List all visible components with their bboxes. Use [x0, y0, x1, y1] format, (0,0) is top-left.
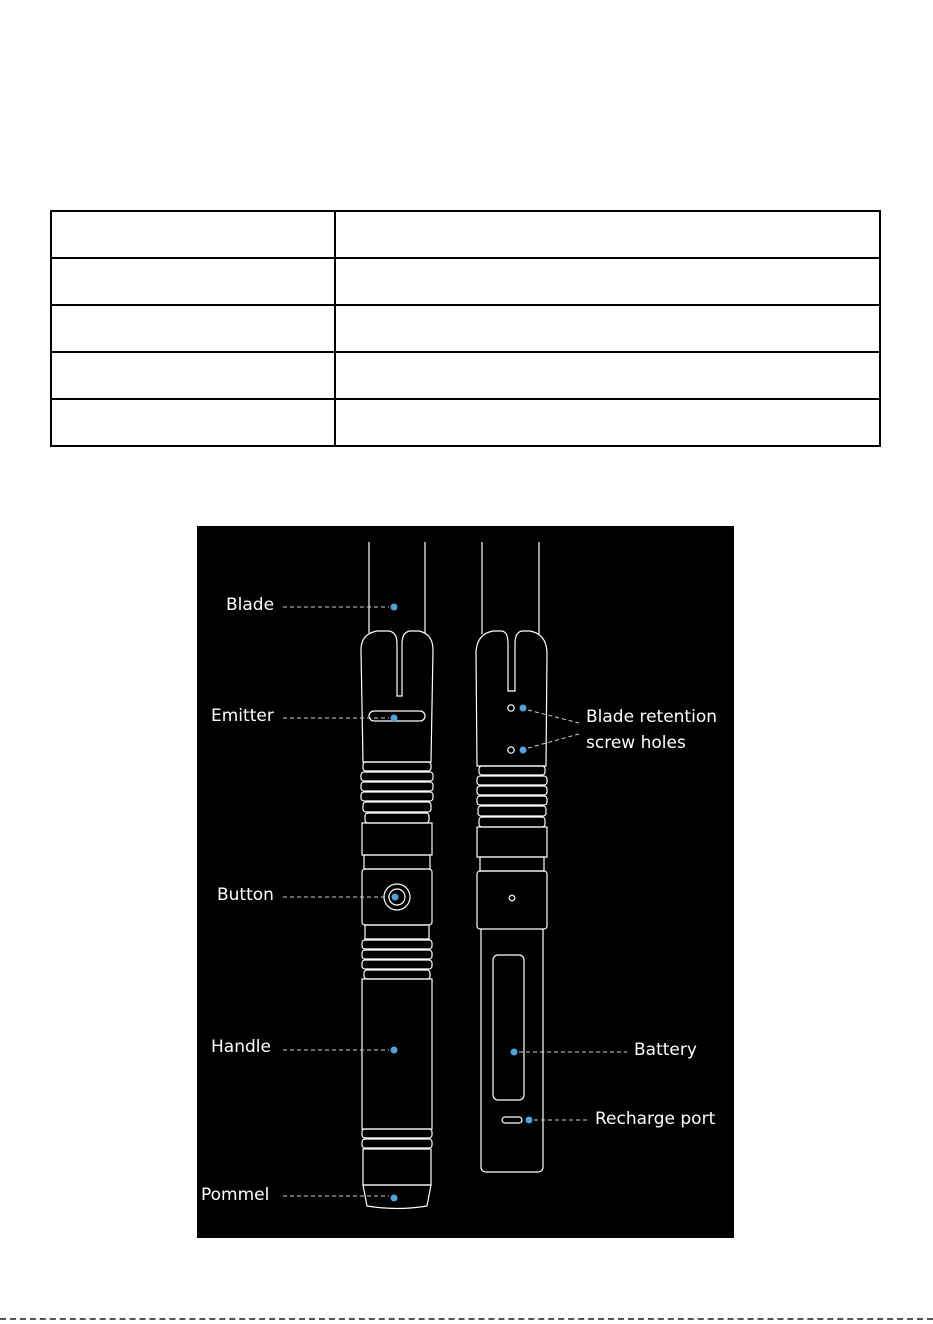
- hilt-side-view: [476, 542, 547, 1172]
- grip-ring: [362, 940, 432, 949]
- marker-dot: [520, 705, 527, 712]
- battery-window: [493, 955, 524, 1100]
- table-cell-value: [335, 399, 880, 446]
- table-row: [51, 399, 880, 446]
- grip-ring: [361, 772, 433, 781]
- table-cell-label: [51, 399, 335, 446]
- recharge-port-slot: [502, 1117, 522, 1123]
- label-recharge-port: Recharge port: [595, 1109, 716, 1129]
- collar-neck: [480, 857, 544, 871]
- label-screw-holes: screw holes: [586, 733, 686, 753]
- marker-dots: [391, 604, 533, 1202]
- grip-ring: [362, 950, 432, 959]
- grip-ring: [479, 766, 545, 775]
- label-blade-retention: Blade retention: [586, 707, 717, 727]
- grip-ring: [363, 802, 431, 812]
- table-row: [51, 258, 880, 305]
- grip-ring: [365, 813, 429, 823]
- hilt-front-view: [361, 542, 433, 1209]
- screw-hole: [508, 705, 514, 711]
- leader-lines: [283, 607, 627, 1196]
- table-cell-label: [51, 258, 335, 305]
- grip-ring: [363, 762, 431, 771]
- lightsaber-drawing: [197, 526, 734, 1238]
- table-row: [51, 352, 880, 399]
- footer-divider: [0, 1318, 933, 1320]
- screw-hole: [508, 747, 514, 753]
- label-emitter: Emitter: [211, 706, 274, 726]
- leader-line: [528, 734, 579, 748]
- grip-ring: [365, 925, 429, 939]
- collar: [362, 823, 432, 855]
- marker-dot: [391, 1195, 398, 1202]
- grip-ring: [361, 792, 433, 801]
- lightsaber-diagram: [197, 526, 734, 1238]
- table-cell-label: [51, 211, 335, 258]
- table-row: [51, 211, 880, 258]
- spec-table: [50, 210, 881, 447]
- grip-ring: [477, 786, 547, 795]
- marker-dot: [391, 715, 398, 722]
- table-cell-label: [51, 305, 335, 352]
- grip-ring: [479, 817, 545, 827]
- label-blade: Blade: [226, 595, 275, 615]
- table-cell-value: [335, 305, 880, 352]
- grip-ring: [364, 970, 430, 979]
- leader-line: [528, 710, 579, 723]
- grip-ring: [477, 776, 547, 785]
- collar-neck: [364, 855, 430, 869]
- grip-ring: [362, 960, 432, 969]
- marker-dot: [526, 1117, 533, 1124]
- table-cell-value: [335, 211, 880, 258]
- button-side-dot: [509, 895, 515, 901]
- marker-dot: [391, 604, 398, 611]
- emitter-shroud: [361, 631, 433, 762]
- label-handle: Handle: [211, 1037, 271, 1057]
- table-cell-value: [335, 258, 880, 305]
- grip-ring: [362, 1129, 432, 1138]
- collar: [477, 827, 547, 857]
- label-pommel: Pommel: [201, 1185, 270, 1205]
- grip-ring: [478, 806, 546, 816]
- grip-ring: [362, 1139, 432, 1148]
- label-battery: Battery: [634, 1040, 697, 1060]
- table-cell-label: [51, 352, 335, 399]
- handle-body: [362, 979, 432, 1129]
- label-button: Button: [217, 885, 274, 905]
- table-row: [51, 305, 880, 352]
- marker-dot: [511, 1049, 518, 1056]
- button-housing: [477, 871, 547, 929]
- marker-dot: [391, 1047, 398, 1054]
- marker-dot: [520, 747, 527, 754]
- pommel-body: [363, 1149, 431, 1185]
- marker-dot: [392, 894, 399, 901]
- grip-ring: [361, 782, 433, 791]
- grip-ring: [477, 796, 547, 805]
- table-cell-value: [335, 352, 880, 399]
